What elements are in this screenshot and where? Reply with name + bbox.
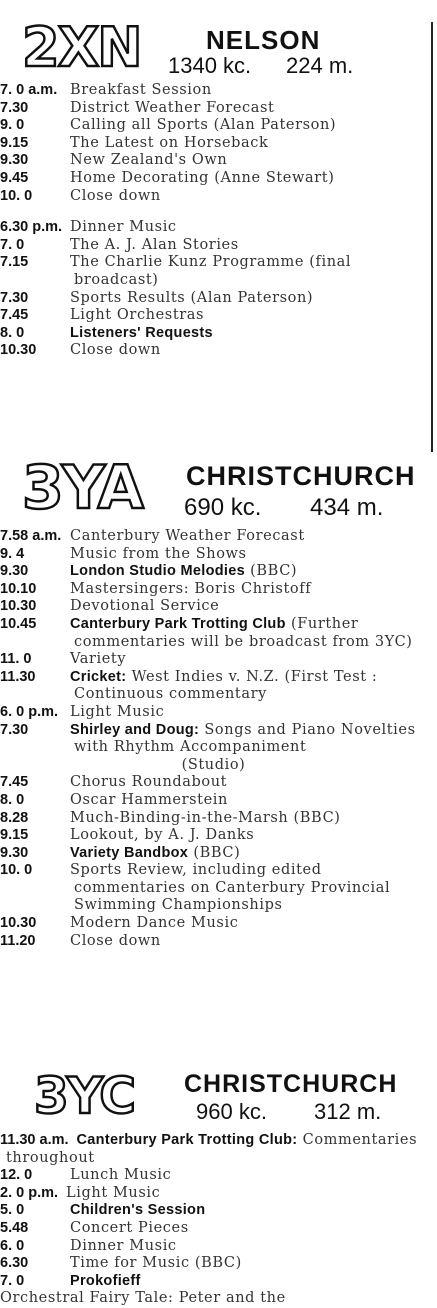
schedule-item [0, 237, 431, 255]
schedule-item [0, 219, 431, 237]
schedule-time: 7.58 a.m. [0, 528, 62, 544]
programme-title: Sports Review, including edited commentaries on Canterbury Provincial Swimming Championships [70, 862, 391, 914]
programme-title: The Latest on Horseback [70, 134, 269, 151]
schedule-item [0, 325, 431, 343]
schedule-item [0, 1202, 431, 1220]
programme-title: Canterbury Weather Forecast [70, 528, 305, 544]
schedule-item [0, 188, 431, 206]
programme-title: Calling all Sports (Alan Paterson) [70, 117, 337, 134]
programme-title: Time for Music (BBC) [70, 1255, 242, 1272]
schedule-item [0, 1238, 431, 1256]
schedule-time: 5. 0 [0, 1202, 25, 1219]
schedule-time: 8. 0 [0, 324, 25, 341]
programme-title: Chorus Roundabout [70, 774, 228, 791]
programme-title: Concert Pieces [70, 1219, 189, 1236]
schedule-time: 9.15 [0, 134, 29, 151]
programme-title: Home Decorating (Anne Stewart) [70, 169, 335, 186]
schedule-time: 12. 0 [0, 1167, 33, 1184]
schedule-time: 5.48 [0, 1219, 29, 1236]
schedule-item [0, 100, 431, 118]
station-header [0, 18, 431, 78]
schedule-item [0, 616, 431, 651]
schedule-time: 6. 0 p.m. [0, 703, 59, 720]
station-callsign-logo: 3YC [34, 1067, 134, 1125]
block-spacer [0, 205, 431, 219]
schedule-time: 11.30 [0, 668, 36, 685]
programme-title: Dinner Music [70, 1237, 177, 1254]
schedule-time: 10. 0 [0, 862, 33, 879]
schedule-time: 11.20 [0, 932, 36, 949]
schedule-time: 7. 0 [0, 1272, 25, 1289]
schedule-list [0, 82, 431, 360]
programme-highlight: Prokofieff [70, 1272, 141, 1289]
programme-title: Oscar Hammerstein [70, 791, 228, 808]
station-city: CHRISTCHURCH [186, 461, 416, 491]
schedule-item [0, 528, 431, 546]
programme-highlight: Canterbury Park Trotting Club [70, 615, 286, 632]
schedule-time: 10.30 [0, 342, 37, 359]
programme-title: Light Music [66, 1184, 161, 1201]
programme-title: Commentaries throughout [6, 1132, 418, 1166]
schedule-item [0, 1255, 431, 1273]
station-2xn [0, 18, 431, 360]
station-callsign-logo: 3YA [22, 453, 142, 523]
schedule-time: 10.45 [0, 615, 37, 632]
station-frequency: 690 kc. [184, 494, 262, 521]
programme-title: Close down [70, 932, 161, 949]
programme-title: Devotional Service [70, 598, 220, 615]
schedule-time: 9. 0 [0, 117, 25, 134]
programme-title: Light Music [70, 703, 165, 720]
schedule-item [0, 774, 431, 792]
column-rule [431, 22, 433, 452]
programme-title: Light Orchestras [70, 307, 205, 324]
schedule-item [0, 1132, 431, 1167]
schedule-list [0, 528, 431, 950]
schedule-time: 2. 0 p.m. [0, 1184, 59, 1201]
programme-title: (BBC) [193, 844, 241, 861]
schedule-time: 6. 0 [0, 1237, 25, 1254]
programme-title: Dinner Music [70, 219, 177, 236]
schedule-time: 9.45 [0, 169, 29, 186]
programme-title: Music from the Shows [70, 545, 247, 562]
schedule-item [0, 933, 431, 951]
station-wavelength: 434 m. [310, 494, 384, 521]
programme-title: Breakfast Session [70, 82, 212, 98]
schedule-item [0, 307, 431, 325]
station-callsign-logo: 2XN [22, 16, 141, 79]
schedule-time: 7.30 [0, 99, 29, 116]
schedule-item [0, 290, 431, 308]
schedule-time: 9.30 [0, 844, 29, 861]
schedule-time: 7.30 [0, 721, 29, 738]
programme-title: Close down [70, 342, 161, 359]
schedule-time: 8. 0 [0, 791, 25, 808]
programme-title: Much-Binding-in-the-Marsh (BBC) [70, 809, 341, 826]
schedule-item [0, 117, 431, 135]
schedule-item [0, 915, 431, 933]
schedule-item [0, 135, 431, 153]
schedule-item [0, 546, 431, 564]
schedule-item [0, 669, 431, 704]
programme-title: The A. J. Alan Stories [70, 236, 239, 253]
programme-highlight: London Studio Melodies [70, 563, 245, 580]
station-wavelength: 224 m. [286, 53, 354, 78]
schedule-item [0, 1185, 431, 1203]
programme-title: Lookout, by A. J. Danks [70, 827, 255, 844]
schedule-item [0, 792, 431, 810]
schedule-item [0, 581, 431, 599]
schedule-time: 7.45 [0, 774, 29, 791]
station-frequency: 1340 kc. [168, 53, 252, 78]
programme-title: Lunch Music [70, 1167, 172, 1184]
schedule-item [0, 1167, 431, 1185]
schedule-time: 7. 0 a.m. [0, 82, 58, 98]
schedule-item [0, 862, 431, 915]
programme-highlight: Listeners' Requests [70, 324, 213, 341]
programme-highlight: Shirley and Doug: [70, 721, 200, 738]
station-city: NELSON [206, 25, 321, 55]
programme-title: The Charlie Kunz Programme (final broadcast) [70, 254, 352, 288]
schedule-item [0, 704, 431, 722]
programme-title: Modern Dance Music [70, 915, 239, 932]
programme-title: Mastersingers: Boris Christoff [70, 580, 312, 597]
programme-title: Orchestral Fairy Tale: Peter and the [0, 1290, 286, 1307]
schedule-item [0, 1273, 431, 1291]
schedule-time: 9.30 [0, 152, 29, 169]
schedule-time: 6.30 p.m. [0, 219, 63, 236]
station-city: CHRISTCHURCH [184, 1070, 398, 1098]
programme-title: Close down [70, 187, 161, 204]
programme-highlight: Children's Session [70, 1202, 206, 1219]
schedule-time: 10.30 [0, 598, 37, 615]
schedule-time: 10. 0 [0, 187, 33, 204]
schedule-list [0, 1132, 431, 1308]
programme-highlight: Variety Bandbox [70, 844, 189, 861]
programme-highlight: Canterbury Park Trotting Club: [76, 1132, 298, 1148]
schedule-time: 6.30 [0, 1255, 29, 1272]
schedule-time: 7. 0 [0, 236, 25, 253]
schedule-item [0, 722, 431, 775]
schedule-time: 10.10 [0, 580, 37, 597]
programme-highlight: Cricket: [70, 668, 127, 685]
schedule-item [0, 254, 431, 289]
schedule-item [0, 598, 431, 616]
schedule-time: 8.28 [0, 809, 29, 826]
schedule-time: 7.30 [0, 289, 29, 306]
schedule-item [0, 170, 431, 188]
schedule-time: 9.30 [0, 563, 29, 580]
schedule-time: 11.30 a.m. [0, 1132, 69, 1148]
programme-note: (Studio) [181, 756, 246, 773]
schedule-time: 9. 4 [0, 545, 25, 562]
schedule-item [0, 342, 431, 360]
schedule-time: 10.30 [0, 915, 37, 932]
schedule-item [0, 1290, 431, 1308]
schedule-time: 9.15 [0, 827, 29, 844]
programme-title: Sports Results (Alan Paterson) [70, 289, 314, 306]
programme-title: Variety [70, 651, 127, 668]
station-header [0, 452, 431, 524]
programme-title: District Weather Forecast [70, 99, 275, 116]
programme-title: Songs and Piano Novelties with Rhythm Accompaniment [74, 721, 416, 756]
schedule-item [0, 845, 431, 863]
schedule-item [0, 82, 431, 100]
schedule-item [0, 651, 431, 669]
station-frequency: 960 kc. [196, 1099, 267, 1124]
programme-title: West Indies v. N.Z. (First Test : Continuous commentary [74, 668, 378, 703]
schedule-item [0, 1220, 431, 1238]
station-3yc [0, 1064, 431, 1308]
schedule-item [0, 152, 431, 170]
schedule-time: 7.45 [0, 307, 29, 324]
station-3ya [0, 452, 431, 950]
schedule-item [0, 827, 431, 845]
station-header [0, 1064, 431, 1128]
programme-title: (BBC) [250, 563, 298, 580]
schedule-time: 7.15 [0, 254, 29, 271]
schedule-item [0, 810, 431, 828]
schedule-item [0, 563, 431, 581]
programme-title: New Zealand's Own [70, 152, 228, 169]
station-wavelength: 312 m. [314, 1099, 382, 1124]
programme-title: (Further commentaries will be broadcast from 3YC) [74, 615, 413, 650]
schedule-time: 11. 0 [0, 651, 32, 668]
